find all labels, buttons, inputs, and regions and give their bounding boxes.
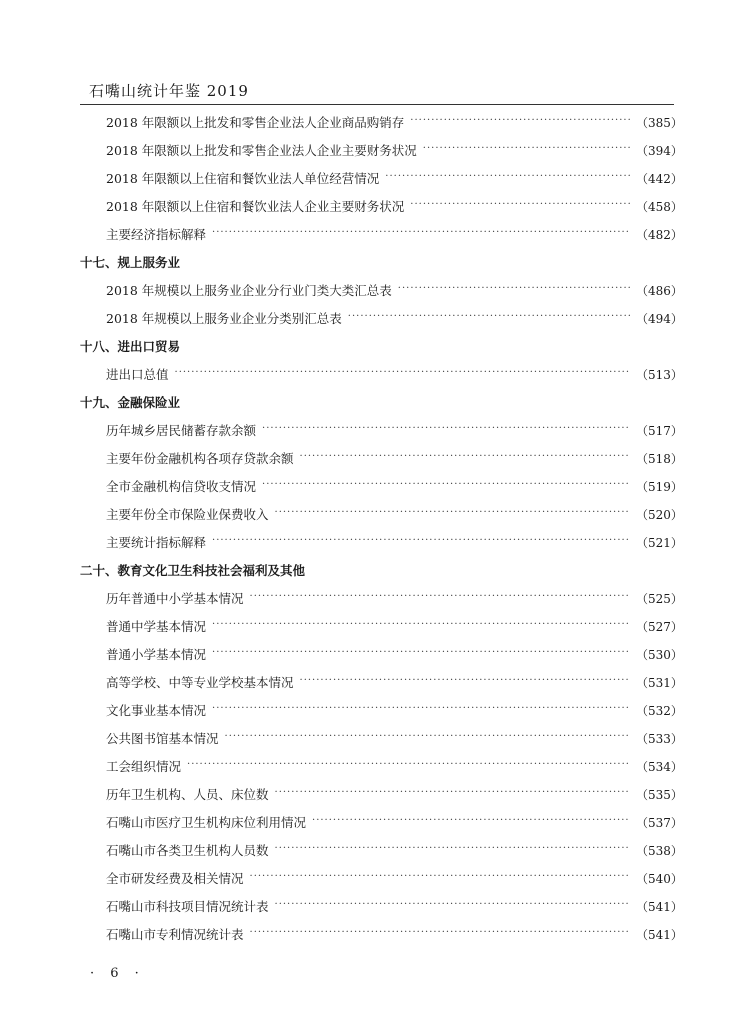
dot-leader (175, 367, 630, 381)
dot-leader (275, 787, 630, 801)
toc-entry (80, 528, 683, 556)
toc-entry (80, 304, 683, 332)
section-title: 十七、规上服务业 (80, 255, 181, 270)
dot-leader (212, 227, 630, 241)
entry-page-number: （521） (636, 535, 683, 550)
dot-leader (187, 759, 630, 773)
toc-entry (80, 640, 683, 668)
entry-title: 历年普通中小学基本情况 (106, 591, 244, 606)
entry-title: 全市金融机构信贷收支情况 (106, 479, 257, 494)
toc-entry (80, 920, 683, 948)
entry-page-number: （541） (636, 899, 683, 914)
toc-entry (80, 500, 683, 528)
entry-page-number: （394） (636, 143, 683, 158)
toc-entry (80, 136, 683, 164)
toc-entry (80, 192, 683, 220)
entry-title: 石嘴山市各类卫生机构人员数 (106, 843, 269, 858)
entry-page-number: （533） (636, 731, 683, 746)
toc-entry (80, 668, 683, 696)
dot-leader (410, 115, 630, 129)
entry-title: 公共图书馆基本情况 (106, 731, 219, 746)
dot-leader (225, 731, 630, 745)
dot-leader (312, 815, 630, 829)
running-header: 石嘴山统计年鉴 2019 (89, 82, 249, 100)
toc-entry (80, 780, 683, 808)
dot-leader (300, 451, 630, 465)
entry-page-number: （538） (636, 843, 683, 858)
page-number: · 6 · (90, 966, 145, 981)
entry-page-number: （537） (636, 815, 683, 830)
entry-title: 2018 年规模以上服务业企业分类别汇总表 (106, 311, 342, 326)
toc-entry (80, 808, 683, 836)
entry-title: 2018 年限额以上住宿和餐饮业法人单位经营情况 (106, 171, 380, 186)
dot-leader (410, 199, 630, 213)
entry-page-number: （486） (636, 283, 683, 298)
entry-title: 2018 年规模以上服务业企业分行业门类大类汇总表 (106, 283, 392, 298)
dot-leader (212, 647, 630, 661)
entry-page-number: （518） (636, 451, 683, 466)
dot-leader (275, 899, 630, 913)
entry-page-number: （530） (636, 647, 683, 662)
toc-entry (80, 360, 683, 388)
dot-leader (275, 507, 630, 521)
toc-entry (80, 220, 683, 248)
entry-page-number: （527） (636, 619, 683, 634)
dot-leader (385, 171, 630, 185)
toc-section-heading (80, 332, 674, 360)
entry-title: 石嘴山市科技项目情况统计表 (106, 899, 269, 914)
entry-page-number: （513） (636, 367, 683, 382)
table-of-contents (80, 108, 683, 948)
entry-title: 全市研发经费及相关情况 (106, 871, 244, 886)
dot-leader (300, 675, 630, 689)
section-title: 十九、金融保险业 (80, 395, 181, 410)
entry-page-number: （531） (636, 675, 683, 690)
toc-entry (80, 836, 683, 864)
entry-page-number: （535） (636, 787, 683, 802)
dot-leader (212, 703, 630, 717)
toc-entry (80, 472, 683, 500)
section-title: 十八、进出口贸易 (80, 339, 181, 354)
entry-title: 主要年份全市保险业保费收入 (106, 507, 269, 522)
entry-page-number: （385） (636, 115, 683, 130)
toc-section-heading (80, 388, 674, 416)
dot-leader (250, 871, 630, 885)
toc-section-heading (80, 248, 674, 276)
dot-leader (250, 591, 630, 605)
dot-leader (275, 843, 630, 857)
entry-title: 2018 年限额以上住宿和餐饮业法人企业主要财务状况 (106, 199, 405, 214)
dot-leader (250, 927, 630, 941)
toc-entry (80, 416, 683, 444)
entry-page-number: （482） (636, 227, 683, 242)
toc-entry (80, 584, 683, 612)
entry-page-number: （494） (636, 311, 683, 326)
entry-title: 主要统计指标解释 (106, 535, 207, 550)
entry-page-number: （517） (636, 423, 683, 438)
entry-title: 文化事业基本情况 (106, 703, 207, 718)
toc-entry (80, 276, 683, 304)
toc-entry (80, 108, 683, 136)
dot-leader (212, 619, 630, 633)
dot-leader (398, 283, 630, 297)
toc-entry (80, 724, 683, 752)
dot-leader (262, 423, 630, 437)
toc-entry (80, 164, 683, 192)
dot-leader (423, 143, 630, 157)
dot-leader (212, 535, 630, 549)
entry-title: 2018 年限额以上批发和零售企业法人企业主要财务状况 (106, 143, 417, 158)
toc-section-heading (80, 556, 674, 584)
entry-page-number: （525） (636, 591, 683, 606)
toc-entry (80, 892, 683, 920)
entry-page-number: （442） (636, 171, 683, 186)
entry-page-number: （519） (636, 479, 683, 494)
entry-title: 普通中学基本情况 (106, 619, 207, 634)
entry-title: 石嘴山市专利情况统计表 (106, 927, 244, 942)
dot-leader (262, 479, 630, 493)
toc-entry (80, 696, 683, 724)
entry-page-number: （541） (636, 927, 683, 942)
toc-entry (80, 752, 683, 780)
entry-page-number: （458） (636, 199, 683, 214)
header-rule (80, 104, 674, 105)
entry-title: 普通小学基本情况 (106, 647, 207, 662)
entry-title: 2018 年限额以上批发和零售企业法人企业商品购销存 (106, 115, 405, 130)
entry-title: 历年城乡居民储蓄存款余额 (106, 423, 257, 438)
toc-entry (80, 612, 683, 640)
dot-leader (348, 311, 630, 325)
entry-page-number: （540） (636, 871, 683, 886)
toc-entry (80, 444, 683, 472)
entry-title: 高等学校、中等专业学校基本情况 (106, 675, 294, 690)
entry-title: 主要年份金融机构各项存贷款余额 (106, 451, 294, 466)
entry-page-number: （534） (636, 759, 683, 774)
entry-title: 进出口总值 (106, 367, 169, 382)
entry-title: 主要经济指标解释 (106, 227, 207, 242)
toc-entry (80, 864, 683, 892)
entry-page-number: （520） (636, 507, 683, 522)
section-title: 二十、教育文化卫生科技社会福利及其他 (80, 563, 306, 578)
entry-title: 石嘴山市医疗卫生机构床位利用情况 (106, 815, 307, 830)
entry-title: 历年卫生机构、人员、床位数 (106, 787, 269, 802)
entry-title: 工会组织情况 (106, 759, 182, 774)
entry-page-number: （532） (636, 703, 683, 718)
